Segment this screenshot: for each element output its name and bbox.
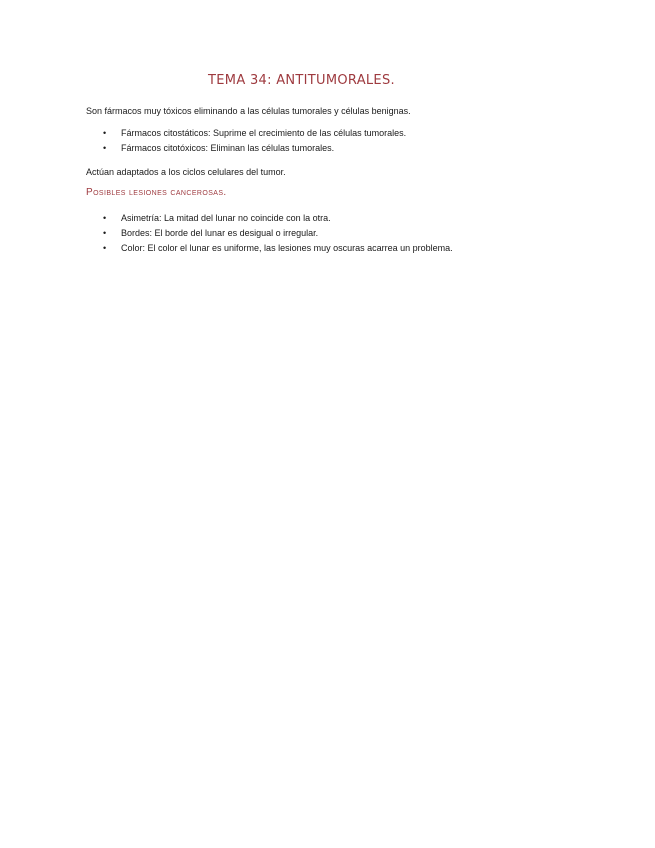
drug-types-list xyxy=(86,126,406,156)
intro-paragraph: Son fármacos muy tóxicos eliminando a las células tumorales y células benignas. xyxy=(86,106,411,116)
action-paragraph: Actúan adaptados a los ciclos celulares del tumor. xyxy=(86,167,286,177)
bullet-icon: • xyxy=(103,128,107,138)
bullet-icon: • xyxy=(103,243,107,253)
list-item-text: Color: El color el lunar es uniforme, las lesiones muy oscuras acarrea un problema. xyxy=(121,243,453,253)
bullet-icon: • xyxy=(103,228,107,238)
lesion-signs-list xyxy=(86,211,453,256)
bullet-icon: • xyxy=(103,143,107,153)
document-title: TEMA 34: ANTITUMORALES. xyxy=(208,73,395,88)
list-item-text: Asimetría: La mitad del lunar no coincide con la otra. xyxy=(121,213,331,223)
list-item xyxy=(86,126,406,141)
list-item xyxy=(86,211,453,226)
list-item-text: Bordes: El borde del lunar es desigual o irregular. xyxy=(121,228,319,238)
list-item xyxy=(86,241,453,256)
list-item xyxy=(86,226,453,241)
list-item-text: Fármacos citostáticos: Suprime el crecimiento de las células tumorales. xyxy=(121,128,407,138)
list-item xyxy=(86,141,406,156)
bullet-icon: • xyxy=(103,213,107,223)
section-subheading: Posibles lesiones cancerosas. xyxy=(86,187,227,198)
list-item-text: Fármacos citotóxicos: Eliminan las células tumorales. xyxy=(121,143,335,153)
